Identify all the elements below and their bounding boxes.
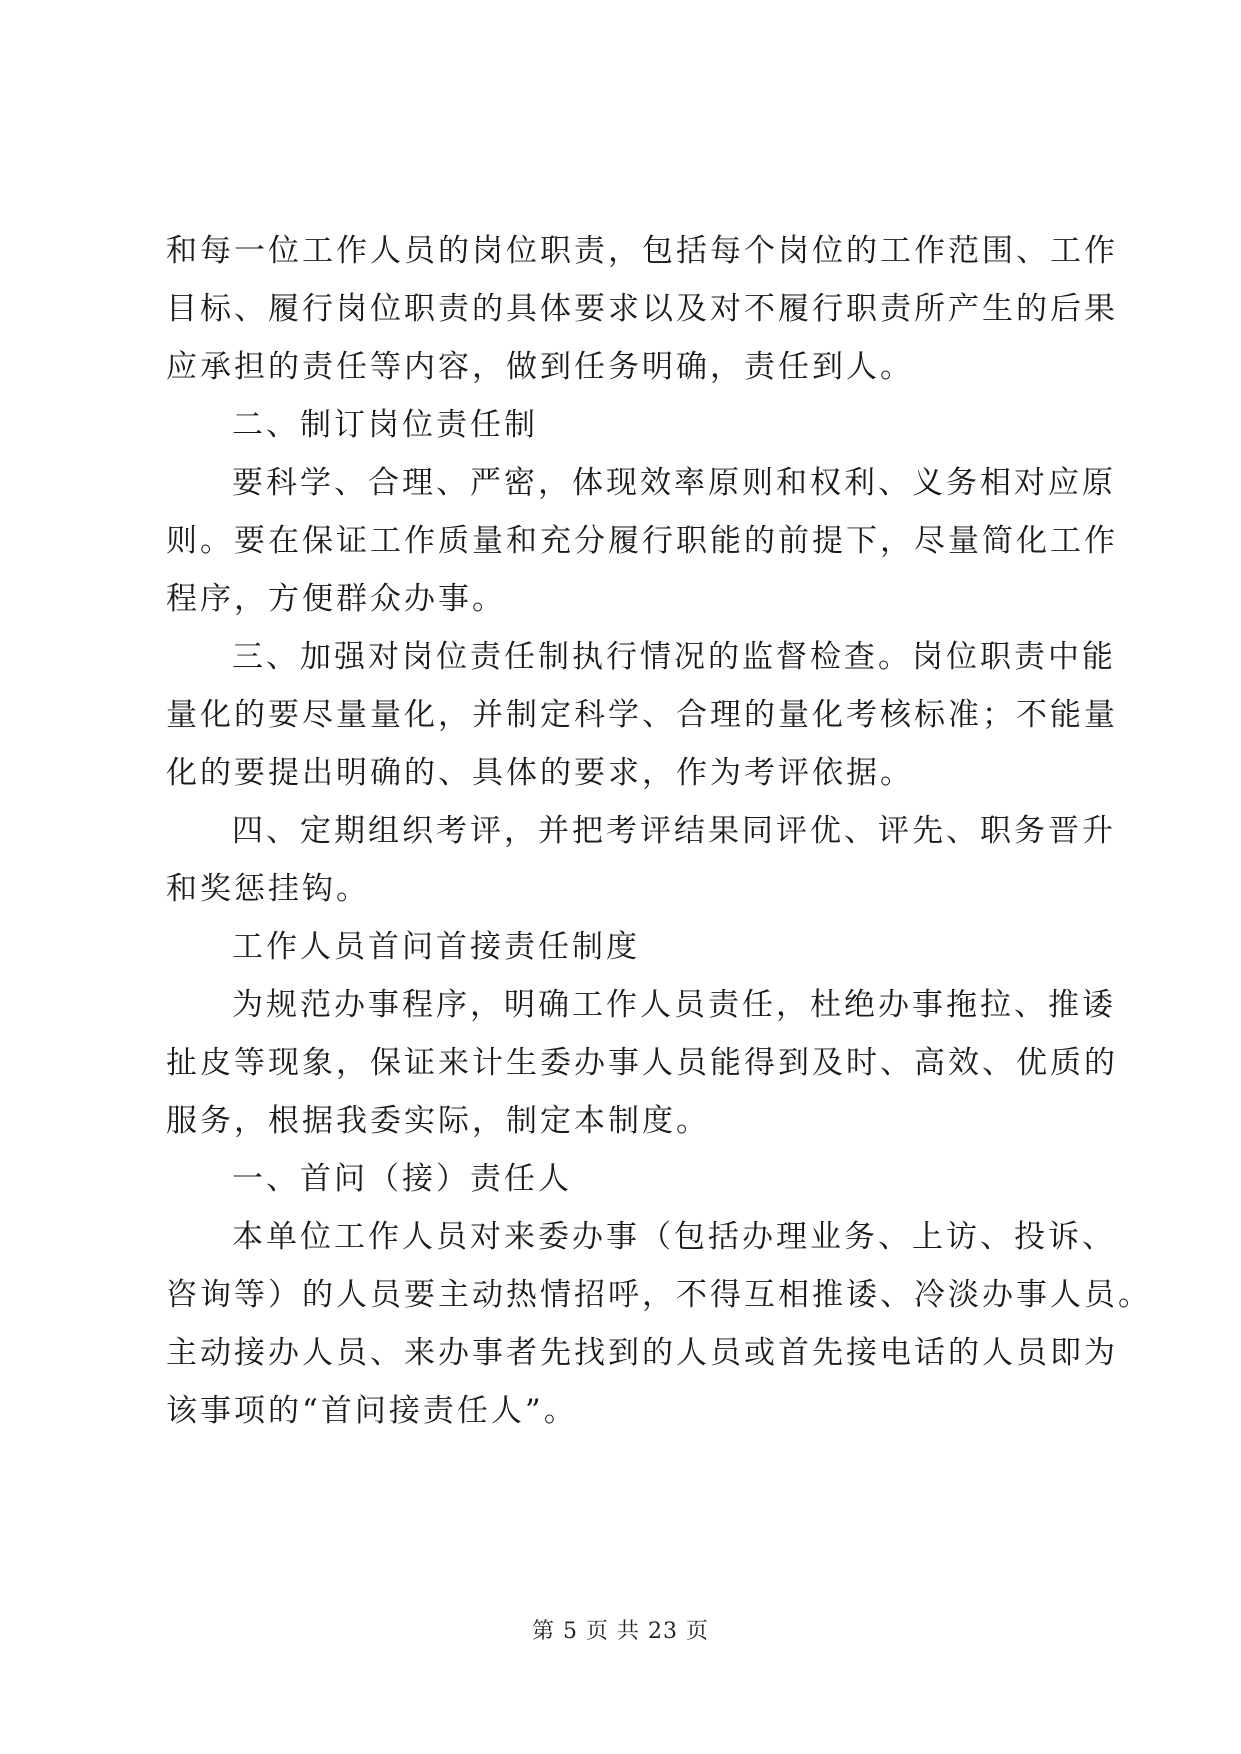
body-line: 主动接办人员、来办事者先找到的人员或首先接电话的人员即为 [166,1335,1118,1371]
section-heading: 一、首问（接）责任人 [232,1161,572,1197]
section-title: 工作人员首问首接责任制度 [232,929,640,965]
paragraph-start-line: 要科学、合理、严密，体现效率原则和权利、义务相对应原 [232,465,1116,501]
body-line: 和奖惩挂钩。 [166,871,370,907]
body-line: 化的要提出明确的、具体的要求，作为考评依据。 [166,755,914,791]
body-line: 程序，方便群众办事。 [166,581,506,617]
section-heading: 二、制订岗位责任制 [232,407,538,443]
paragraph-start-line: 四、定期组织考评，并把考评结果同评优、评先、职务晋升 [232,813,1116,849]
paragraph-start-line: 三、加强对岗位责任制执行情况的监督检查。岗位职责中能 [232,639,1116,675]
body-line: 应承担的责任等内容，做到任务明确，责任到人。 [166,349,914,385]
body-line: 和每一位工作人员的岗位职责，包括每个岗位的工作范围、工作 [166,233,1118,269]
body-line: 咨询等）的人员要主动热情招呼，不得互相推诿、冷淡办事人员。 [166,1277,1152,1313]
paragraph-start-line: 本单位工作人员对来委办事（包括办理业务、上访、投诉、 [232,1219,1116,1255]
document-body [166,222,1152,1440]
page-number-footer: 第 5 页 共 23 页 [532,1619,709,1644]
body-line: 量化的要尽量量化，并制定科学、合理的量化考核标准；不能量 [166,697,1118,733]
body-line: 服务，根据我委实际，制定本制度。 [166,1103,710,1139]
paragraph-start-line: 为规范办事程序，明确工作人员责任，杜绝办事拖拉、推诿 [232,987,1116,1023]
body-line: 则。要在保证工作质量和充分履行职能的前提下，尽量简化工作 [166,523,1118,559]
body-line: 该事项的“首问接责任人”。 [166,1393,578,1429]
body-line: 扯皮等现象，保证来计生委办事人员能得到及时、高效、优质的 [166,1045,1118,1081]
body-line: 目标、履行岗位职责的具体要求以及对不履行职责所产生的后果 [166,291,1118,327]
